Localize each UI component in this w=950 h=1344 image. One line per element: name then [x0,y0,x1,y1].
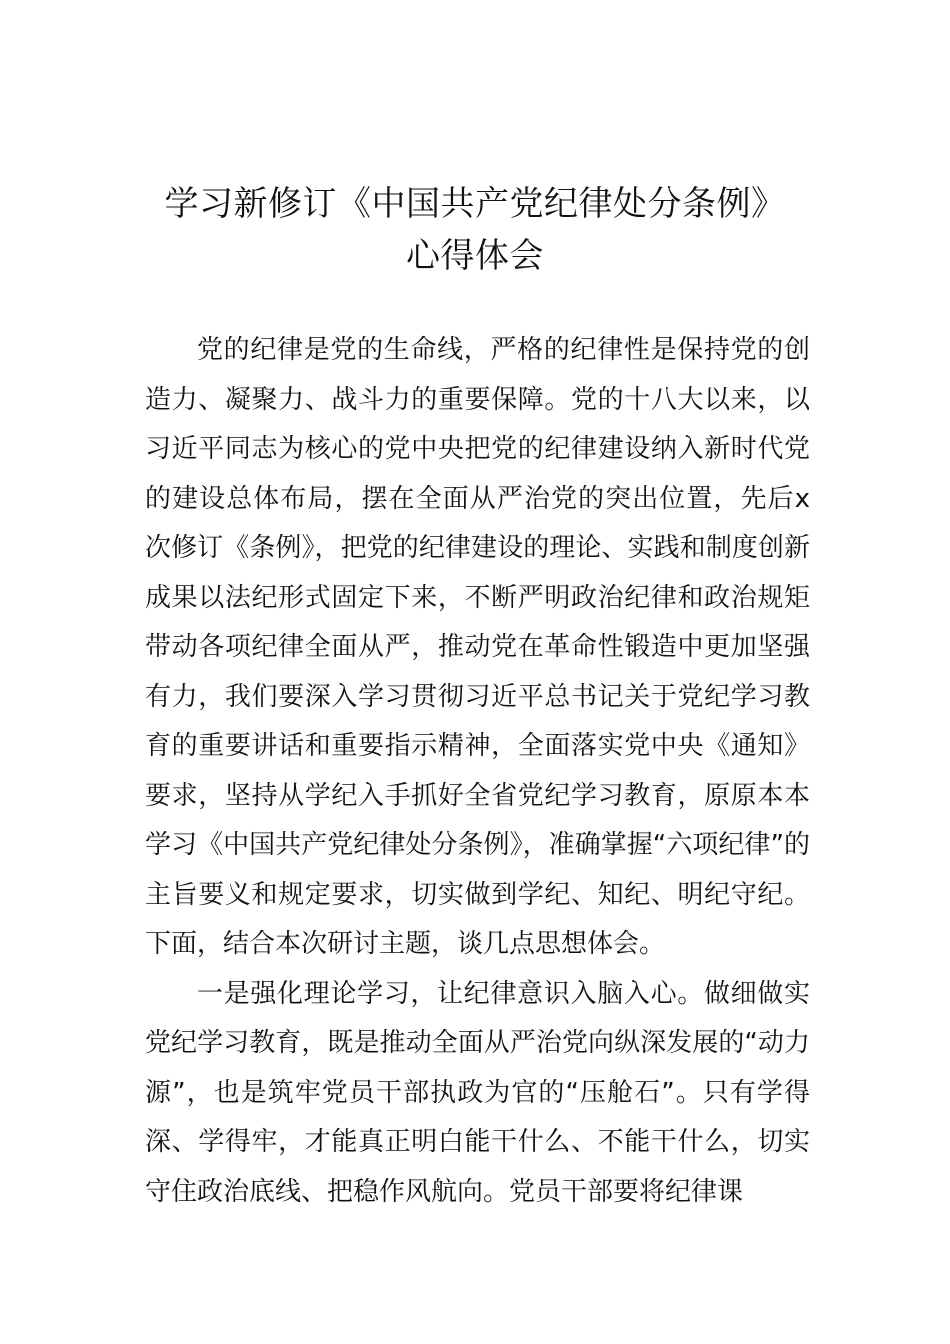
title-line-2: 心得体会 [406,236,544,276]
document-body [145,326,810,1217]
document-title [120,178,830,282]
paragraph-intro: 党的纪律是党的生命线，严格的纪律性是保持党的创造力、凝聚力、战斗力的重要保障。党的十八大以来，以习近平同志为核心的党中央把党的纪律建设纳入新时代党的建设总体布局，摆在全面从严治党的突出位置，先后x次修订《条例》，把党的纪律建设的理论、实践和制度创新成果以法纪形式固定下来，不断严明政治纪律和政治规矩带动各项纪律全面从严，推动党在革命性锻造中更加坚强有力，我们要深入学习贯彻习近平总书记关于党纪学习教育的重要讲话和重要指示精神，全面落实党中央《通知》要求，坚持从学纪入手抓好全省党纪学习教育，原原本本学习《中国共产党纪律处分条例》，准确掌握“六项纪律”的主旨要义和规定要求，切实做到学纪、知纪、明纪守纪。下面，结合本次研讨主题，谈几点思想体会。 [145,335,810,959]
paragraph-point-one: 一是强化理论学习，让纪律意识入脑入心。做细做实党纪学习教育，既是推动全面从严治党向纵深发展的“动力源”，也是筑牢党员干部执政为官的“压舱石”。只有学得深、学得牢，才能真正明白能干什么、不能干什么，切实守住政治底线、把稳作风航向。党员干部要将纪律课 [145,978,810,1207]
title-line-1: 学习新修订《中国共产党纪律处分条例》 [164,184,786,224]
